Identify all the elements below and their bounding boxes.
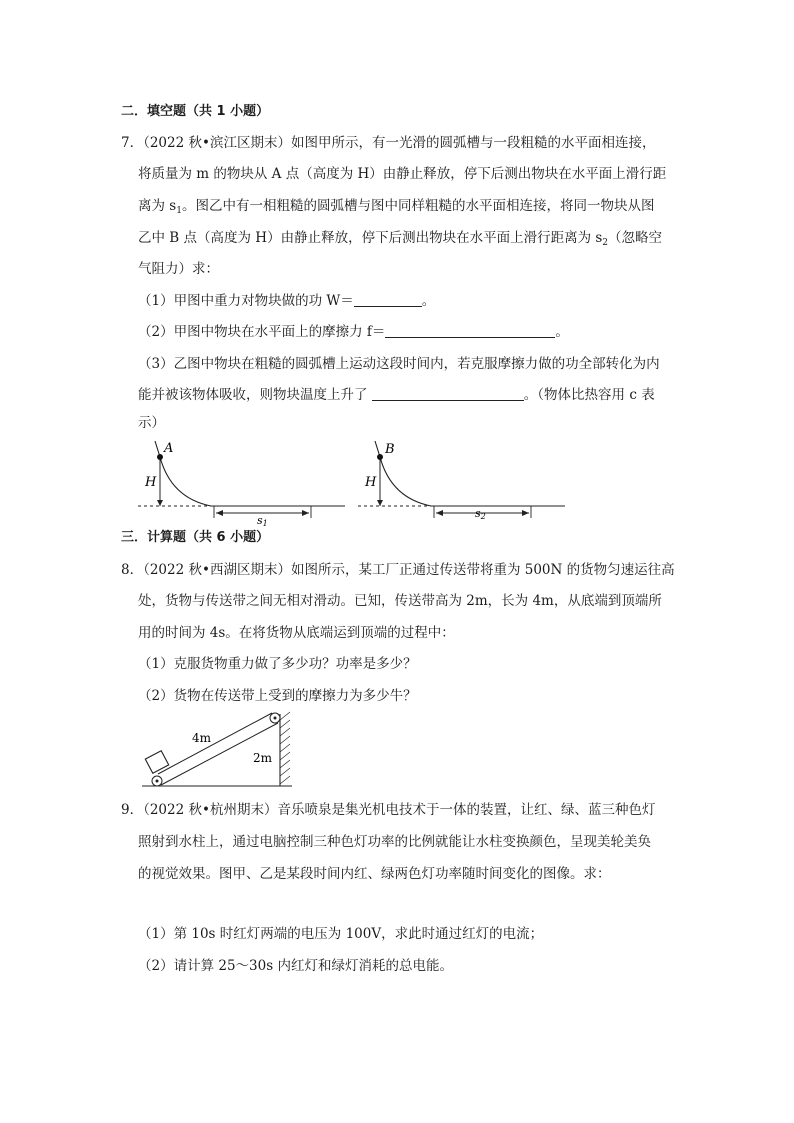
q8-line-2: 处，货物与传送带之间无相对滑动。已知，传送带高为 2m，长为 4m，从底端到顶端所 <box>138 593 662 609</box>
answer-blank-w[interactable] <box>354 292 422 307</box>
fig-a-point-label: A <box>164 441 174 456</box>
q7-line-1: 7．（2022 秋•滨江区期末）如图甲所示，有一光滑的圆弧槽与一段粗糙的水平面相连接， <box>121 135 656 151</box>
answer-blank-f[interactable] <box>385 323 555 338</box>
support-wall-hatching <box>280 712 290 784</box>
q7-part-3-line-3: 示） <box>138 415 165 431</box>
fig-a-dist-sub: 1 <box>262 519 268 526</box>
q9-part-1: （1）第 10s 时红灯两端的电压为 100V，求此时通过红灯的电流； <box>138 926 544 942</box>
q8-line-1: 8．（2022 秋•西湖区期末）如图所示，某工厂正通过传送带将重为 500N 的货物匀速运往高 <box>121 562 675 578</box>
q7-part-1: （1）甲图中重力对物块做的功 W＝ 。 <box>138 293 436 309</box>
fig-a-height-label: H <box>145 475 157 490</box>
q8-part-2: （2）货物在传送带上受到的摩擦力为多少牛？ <box>138 688 417 704</box>
belt-height-label: 2m <box>253 751 273 765</box>
figure-a-smooth-track <box>135 436 350 526</box>
q7-part-3-line-1: （3）乙图中物块在粗糙的圆弧槽上运动这段时间内，若克服摩擦力做的功全部转化为内 <box>138 356 660 372</box>
fig-b-dist-sub: 2 <box>480 512 486 521</box>
q7-part-2: （2）甲图中物块在水平面上的摩擦力 f＝ 。 <box>138 324 569 340</box>
q9-line-2: 照射到水柱上，通过电脑控制三种色灯功率的比例就能让水柱变换颜色，呈现美轮美奂 <box>138 834 651 850</box>
block-b-dot <box>377 454 383 460</box>
fig-b-dist-label: s <box>475 507 481 520</box>
q7-line-5: 气阻力）求： <box>138 261 219 277</box>
block-a-dot <box>157 454 163 460</box>
q7-line-3: 离为 $s_1$。图乙中有一相粗糙的圆弧槽与图中同样粗糙的水平面相连接，将同一物块从图 <box>138 198 655 216</box>
figure-conveyor-belt <box>140 708 300 792</box>
q7-line-2: 将质量为 m 的物块从 A 点（高度为 H）由静止释放，停下后测出物块在水平面上滑行距 <box>138 166 667 182</box>
q8-part-1: （1）克服货物重力做了多少功？功率是多少？ <box>138 656 417 672</box>
fig-b-height-label: H <box>365 475 377 490</box>
fig-a-dist-label: s <box>257 514 263 526</box>
q7-line-4: 乙中 B 点（高度为 H）由静止释放，停下后测出物块在水平面上滑行距离为 $s_2$（忽略空 <box>138 230 663 248</box>
q9-line-3: 的视觉效果。图甲、乙是某段时间内红、绿两色灯功率随时间变化的图像。求： <box>138 866 611 882</box>
belt-length-label: 4m <box>192 731 212 745</box>
svg-text:s1 <box>257 514 268 526</box>
q7-part-3-line-2: 能并被该物体吸收，则物块温度上升了 。（物体比热容用 c 表 <box>138 387 655 403</box>
fig-b-point-label: B <box>385 442 395 457</box>
section-title-fill-blank: 二．填空题（共 1 小题） <box>121 104 270 119</box>
section-title-calculation: 三．计算题（共 6 小题） <box>121 530 270 545</box>
svg-text:s2 <box>475 507 486 521</box>
figure-b-rough-track <box>355 436 570 526</box>
q8-line-3: 用的时间为 4s。在将货物从底端运到顶端的过程中： <box>138 625 455 641</box>
q9-line-1: 9．（2022 秋•杭州期末）音乐喷泉是集光机电技术于一体的装置，让红、绿、蓝三种色灯 <box>121 802 656 818</box>
answer-blank-temperature[interactable] <box>372 386 524 401</box>
q9-part-2: （2）请计算 25～30s 内红灯和绿灯消耗的总电能。 <box>138 958 453 974</box>
